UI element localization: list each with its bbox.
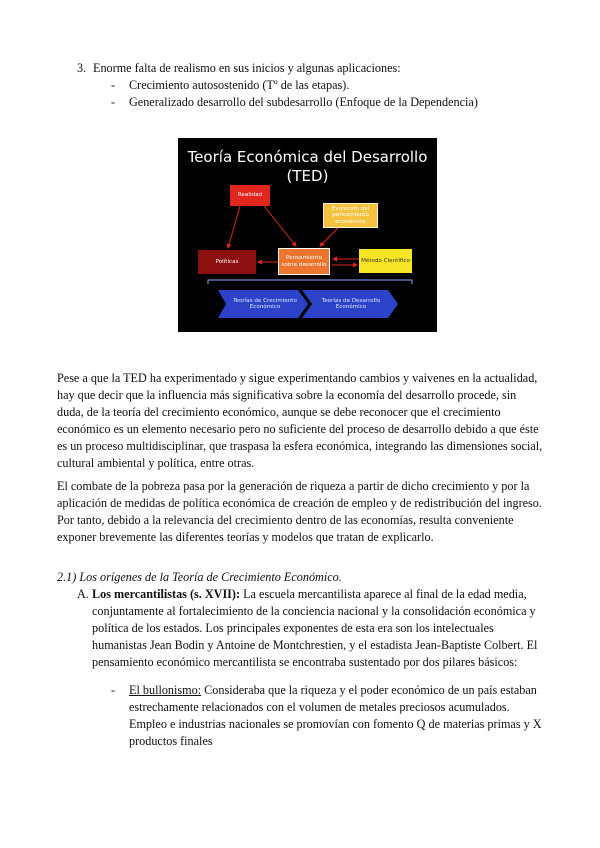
box-metodo-cientifico: Método Científico <box>359 249 412 273</box>
band-label-desarrollo: Teorías de Desarrollo Económico <box>321 297 381 310</box>
list-item-bullonismo <box>111 682 543 750</box>
paragraph-1: Pese a que la TED ha experimentado y sigue experimentando cambios y vaivenes en la actualidad, hay que decir que la influencia más significativa sobre la economía del desarrollo procede, sin duda, de la teoría del crecimiento económico, aunque se debe reconocer que el crecimiento económico es un elemento necesario pero no suficiente del proceso de desarrollo debido a que éste es un proceso multidisciplinar, que traspasa la esfera económica, integrando las dimensiones social, cultural ambiental y política, entre otras. <box>57 371 543 470</box>
list-number: 3. <box>77 61 87 75</box>
dash-marker: - <box>111 78 116 92</box>
diagram-title-line1: Teoría Económica del Desarrollo <box>187 148 428 166</box>
bullonismo-body <box>129 682 543 750</box>
box-pensamiento-desarrollo: Pensamiento sobre desarrollo <box>278 248 330 275</box>
diagram-title-line2: (TED) <box>286 167 329 185</box>
dash-marker: - <box>111 683 116 697</box>
box-evolucion-pensamiento: Evolución del pensamiento económico <box>323 203 378 228</box>
sub-list <box>111 77 551 111</box>
arrow-realidad-politicas <box>228 206 240 248</box>
sub-list-item-text: Crecimiento autosostenido (Tº de las etapas). <box>129 78 350 92</box>
diagram-arrows <box>178 138 437 332</box>
paragraph-2: El combate de la pobreza pasa por la generación de riqueza a partir de dicho crecimiento y por la aplicación de medidas de política económica de creación de empleo y de redistribución del ingreso. Por tanto, debido a la relevancia del crecimiento dentro de las economías, resulta conveniente exponer brevemente las diferentes teorías y modelos que tratan de explicarlo. <box>57 479 542 544</box>
diagram-bracket <box>208 280 412 284</box>
sub-list-item <box>111 77 551 94</box>
list-item-a-body <box>92 586 543 671</box>
item-a-title: Los mercantilistas (s. XVII): <box>92 587 241 601</box>
list-item-3 <box>77 60 547 77</box>
list-item-text: Enorme falta de realismo en sus inicios y algunas aplicaciones: <box>93 61 401 75</box>
list-item-a <box>77 586 543 671</box>
arrow-evolucion-desarrollo <box>320 228 338 246</box>
ted-diagram <box>178 138 437 332</box>
band-label-crecimiento: Teorías de Crecimiento Económico <box>233 297 297 310</box>
arrow-realidad-desarrollo <box>264 206 296 246</box>
list-letter: A. <box>77 587 89 601</box>
box-realidad: Realidad <box>230 185 270 206</box>
box-politicas: Políticas <box>198 250 256 274</box>
section-heading: 2.1) Los orígenes de la Teoría de Crecimiento Económico. <box>57 570 342 584</box>
bullonismo-term: El bullonismo: <box>129 683 202 697</box>
item-a-text: La escuela mercantilista aparece al final de la edad media, conjuntamente al fortalecimiento de la conciencia nacional y la consolidación económica y política de los estados. Los principales exponentes de esta era son los intelectuales humanistas Jean Bodin y Antoine de Montchrestien, y el estadista Jean-Baptiste Colbert. El pensamiento económico mercantilista se encontraba sustentado por dos pilares básicos: <box>92 587 538 669</box>
sub-list-item <box>111 94 551 111</box>
dash-marker: - <box>111 95 116 109</box>
bullonismo-text: Consideraba que la riqueza y el poder económico de un país estaban estrechamente relacionados con el volumen de metales preciosos acumulados. Empleo e industrias nacionales se promovían con fomento Q de materias primas y X productos finales <box>129 683 542 748</box>
sub-list-item-text: Generalizado desarrollo del subdesarrollo (Enfoque de la Dependencia) <box>129 95 478 109</box>
